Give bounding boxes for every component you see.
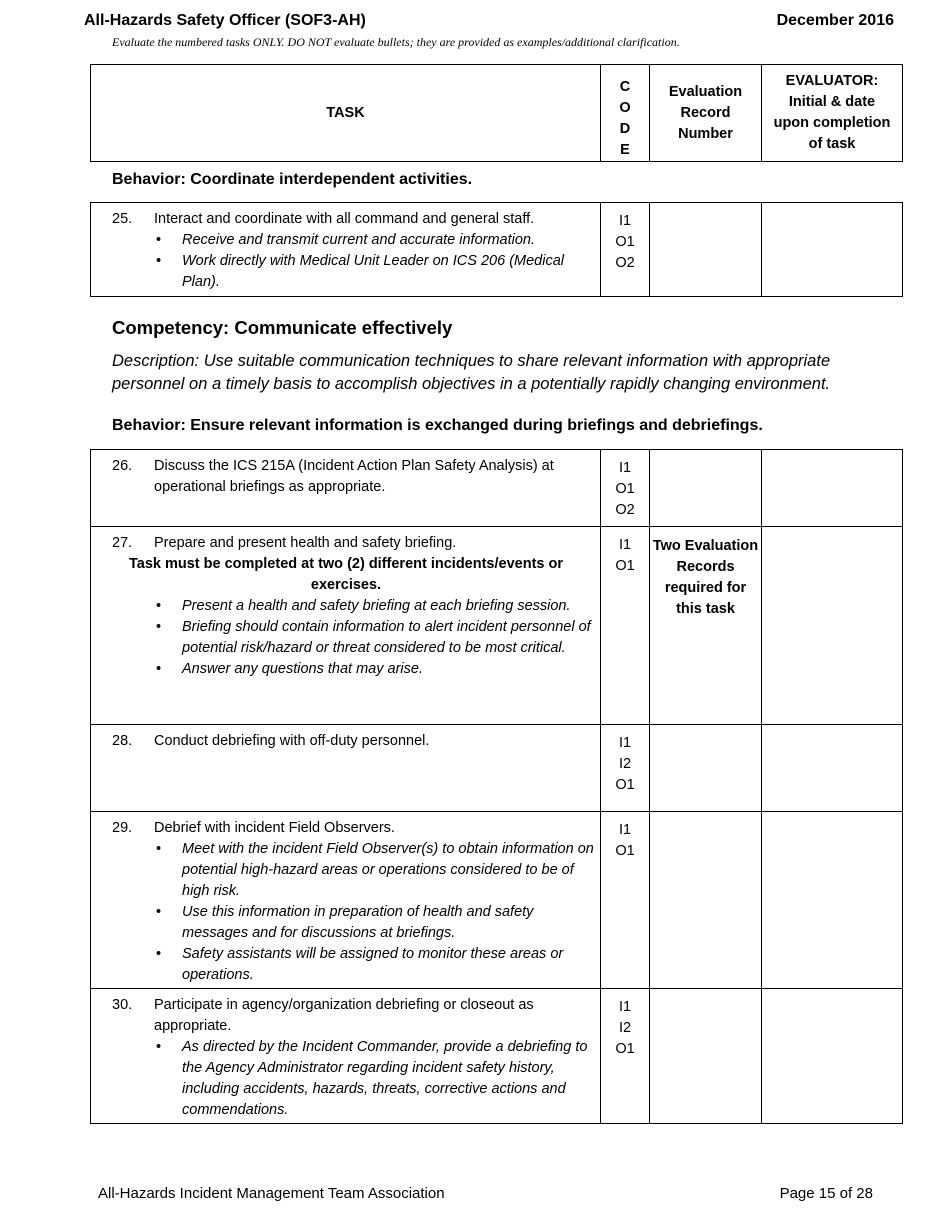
task-cell xyxy=(91,989,601,1124)
task-number: 25. xyxy=(112,211,133,227)
task-codes: I1 I2 O1 xyxy=(601,989,650,1124)
competency-heading: Competency: Communicate effectively xyxy=(112,317,453,338)
task-row-27 xyxy=(91,527,903,725)
competency-description: Description: Use suitable communication techniques to share relevant information with appropriate personnel on a timely basis to accomplish objectives in a potentially rapidly changing environment. xyxy=(112,352,831,393)
task-bullet: • Briefing should contain information to alert incident personnel of potential risk/hazard or threat considered to be most critical. xyxy=(182,617,594,659)
task-cell xyxy=(91,812,601,989)
task-row-26 xyxy=(91,450,903,527)
task-number: 27. xyxy=(112,535,133,551)
task-bullets xyxy=(154,1037,594,1121)
task-text: Debrief with incident Field Observers. xyxy=(154,820,395,836)
evaluator-initial-cell[interactable] xyxy=(762,725,903,812)
task-text: Discuss the ICS 215A (Incident Action Plan Safety Analysis) at operational briefings as appropriate. xyxy=(154,458,554,495)
task-text: Prepare and present health and safety briefing. xyxy=(154,535,457,551)
task-row-30 xyxy=(91,989,903,1124)
evaluator-initial-cell[interactable] xyxy=(762,527,903,725)
task-bullet: • Work directly with Medical Unit Leader on ICS 206 (Medical Plan). xyxy=(182,251,594,293)
task-codes: I1 O1 O2 xyxy=(601,203,650,297)
record-column-header: Evaluation Record Number xyxy=(650,65,762,162)
document-title: All-Hazards Safety Officer (SOF3-AH) xyxy=(84,12,366,29)
evaluator-initial-cell[interactable] xyxy=(762,203,903,297)
evaluator-initial-cell[interactable] xyxy=(762,989,903,1124)
task-codes: I1 O1 O2 xyxy=(601,450,650,527)
task-cell xyxy=(91,725,601,812)
behavior-heading: Behavior: Ensure relevant information is exchanged during briefings and debriefings. xyxy=(112,417,763,434)
task-bullet: • Present a health and safety briefing at each briefing session. xyxy=(182,596,594,617)
task-row-29 xyxy=(91,812,903,989)
task-number: 26. xyxy=(112,458,133,474)
evaluation-record-cell[interactable] xyxy=(650,989,762,1124)
task-table-25 xyxy=(90,202,903,297)
task-bullet: • Answer any questions that may arise. xyxy=(182,659,594,680)
footer-organization: All-Hazards Incident Management Team Association xyxy=(98,1185,445,1202)
evaluator-column-header: EVALUATOR: Initial & date upon completion of task xyxy=(762,65,903,162)
task-bullets xyxy=(154,839,594,986)
task-bullet: • Use this information in preparation of health and safety messages and for discussions at briefings. xyxy=(182,902,594,944)
task-row-28 xyxy=(91,725,903,812)
task-bullets xyxy=(154,230,594,293)
task-cell xyxy=(91,203,601,297)
task-codes: I1 O1 xyxy=(601,812,650,989)
evaluation-record-cell[interactable] xyxy=(650,450,762,527)
evaluation-instruction: Evaluate the numbered tasks ONLY. DO NOT evaluate bullets; they are provided as examples/additional clarification. xyxy=(112,35,680,49)
document-date: December 2016 xyxy=(776,12,894,29)
task-text: Participate in agency/organization debriefing or closeout as appropriate. xyxy=(154,997,534,1034)
task-cell xyxy=(91,527,601,725)
task-bullets xyxy=(154,596,594,680)
task-row-25 xyxy=(91,203,903,297)
behavior-heading: Behavior: Coordinate interdependent activities. xyxy=(112,171,473,188)
task-number: 28. xyxy=(112,733,133,749)
task-cell xyxy=(91,450,601,527)
task-bullet: • Meet with the incident Field Observer(s) to obtain information on potential high-hazard areas or operations considered to be of high risk. xyxy=(182,839,594,902)
evaluator-initial-cell[interactable] xyxy=(762,812,903,989)
task-bullet: • Receive and transmit current and accurate information. xyxy=(182,230,594,251)
task-codes: I1 I2 O1 xyxy=(601,725,650,812)
task-bullet: • As directed by the Incident Commander, provide a debriefing to the Agency Administrator regarding incident safety history, including accidents, hazards, threats, corrective actions and commendations. xyxy=(182,1037,594,1121)
task-column-header: TASK xyxy=(91,65,601,162)
evaluation-record-cell[interactable] xyxy=(650,812,762,989)
task-number: 30. xyxy=(112,997,133,1013)
evaluator-initial-cell[interactable] xyxy=(762,450,903,527)
task-codes: I1 O1 xyxy=(601,527,650,725)
evaluation-record-cell[interactable] xyxy=(650,725,762,812)
task-table-header xyxy=(90,64,903,162)
task-table-main xyxy=(90,449,903,1124)
task-text: Conduct debriefing with off-duty personnel. xyxy=(154,733,430,749)
task-bullet: • Safety assistants will be assigned to monitor these areas or operations. xyxy=(182,944,594,986)
code-column-header: C O D E xyxy=(601,65,650,162)
task-requirement: Task must be completed at two (2) different incidents/events or exercises. xyxy=(128,556,563,593)
page-number: Page 15 of 28 xyxy=(779,1185,873,1202)
evaluation-record-note: Two Evaluation Records required for this task xyxy=(650,527,762,725)
evaluation-record-cell[interactable] xyxy=(650,203,762,297)
task-text: Interact and coordinate with all command and general staff. xyxy=(154,211,535,227)
task-number: 29. xyxy=(112,820,133,836)
